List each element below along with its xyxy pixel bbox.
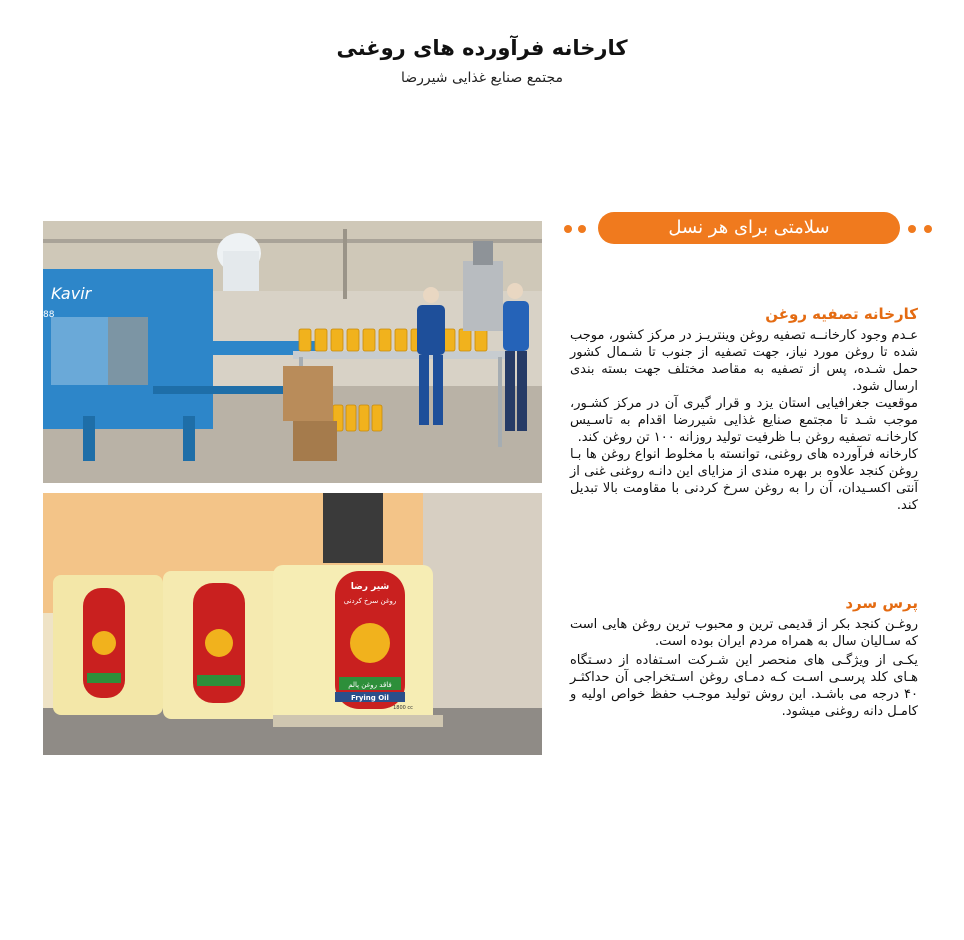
label-brand-text: شیر رضا [350, 582, 390, 592]
label-product-text: روغن سرخ کردنی [343, 597, 397, 605]
label-claim-text: فاقد روغن پالم [348, 681, 392, 689]
slogan-pill: سلامتی برای هر نسل [598, 212, 900, 244]
label-english-text: Frying Oil [351, 694, 389, 702]
refinery-paragraph-1: عـدم وجود کارخانــه تصفیه روغن وینتریـز در مرکز کشور، موجب شده تا روغن مورد نیاز، جهت تصفیه از جنوب تا شـمال کشور حمل شـده، پس از تصفیه به مقاصد مختلف جهت بسته بندی ارسال شود. [570, 328, 918, 394]
banner-dot [908, 225, 916, 233]
machine-brand-text: Kavir [51, 284, 92, 303]
label-rolls-photo [43, 493, 542, 755]
refinery-paragraph-3: کارخانه فرآورده های روغنی، توانسته با مخلوط انواع روغن ها بـا روغن کنجد علاوه بر بهره مندی از مزایای این دانـه روغنی غنی از آنتی اکسـیدان، آن را به روغن سرخ کردنی با مقاومت بالا تبدیل کند. [570, 447, 918, 513]
banner-dot [564, 225, 572, 233]
machine-code-text: 88 [43, 310, 55, 320]
banner-dot [578, 225, 586, 233]
refinery-paragraph-2: موقعیت جغرافیایی استان یزد و قرار گیری آن در مرکز کشـور، موجب شـد تا مجتمع صنایع غذایی شیررضا اقدام به تاسـیس کارخانـه تصفیه روغن بـا ظرفیت تولید روزانه ۱۰۰ تن روغن کند. [570, 396, 918, 445]
page-title: کارخانه فرآورده های روغنی [336, 36, 628, 60]
label-volume-text: 1800 cc [393, 705, 413, 711]
cold-press-paragraph-2: یکـی از ویژگـی های منحصر این شـرکت اسـتفاده از دسـتگاه هـای کلد پرسـی اسـت کـه دمـای روغن اسـتخراجی آن حداکثـر ۴۰ درجه می باشـد. این روش تولید موجـب حفظ خواص اولیه و کامـل دانه روغنی میشود. [570, 653, 918, 719]
refinery-section [570, 305, 918, 514]
slogan-banner [562, 212, 942, 246]
cold-press-paragraph-1: روغـن کنجد بکر از قدیمی ترین و محبوب ترین روغن هایی است که سـالیان سال به همراه مردم ایران بوده است. [570, 617, 918, 649]
refinery-heading: کارخانه تصفیه روغن [765, 305, 918, 323]
cold-press-section [570, 594, 918, 720]
cold-press-heading: پرس سرد [845, 594, 918, 612]
banner-dot [924, 225, 932, 233]
page-subtitle: مجتمع صنایع غذایی شیررضا [400, 70, 564, 86]
factory-line-photo [43, 221, 542, 483]
